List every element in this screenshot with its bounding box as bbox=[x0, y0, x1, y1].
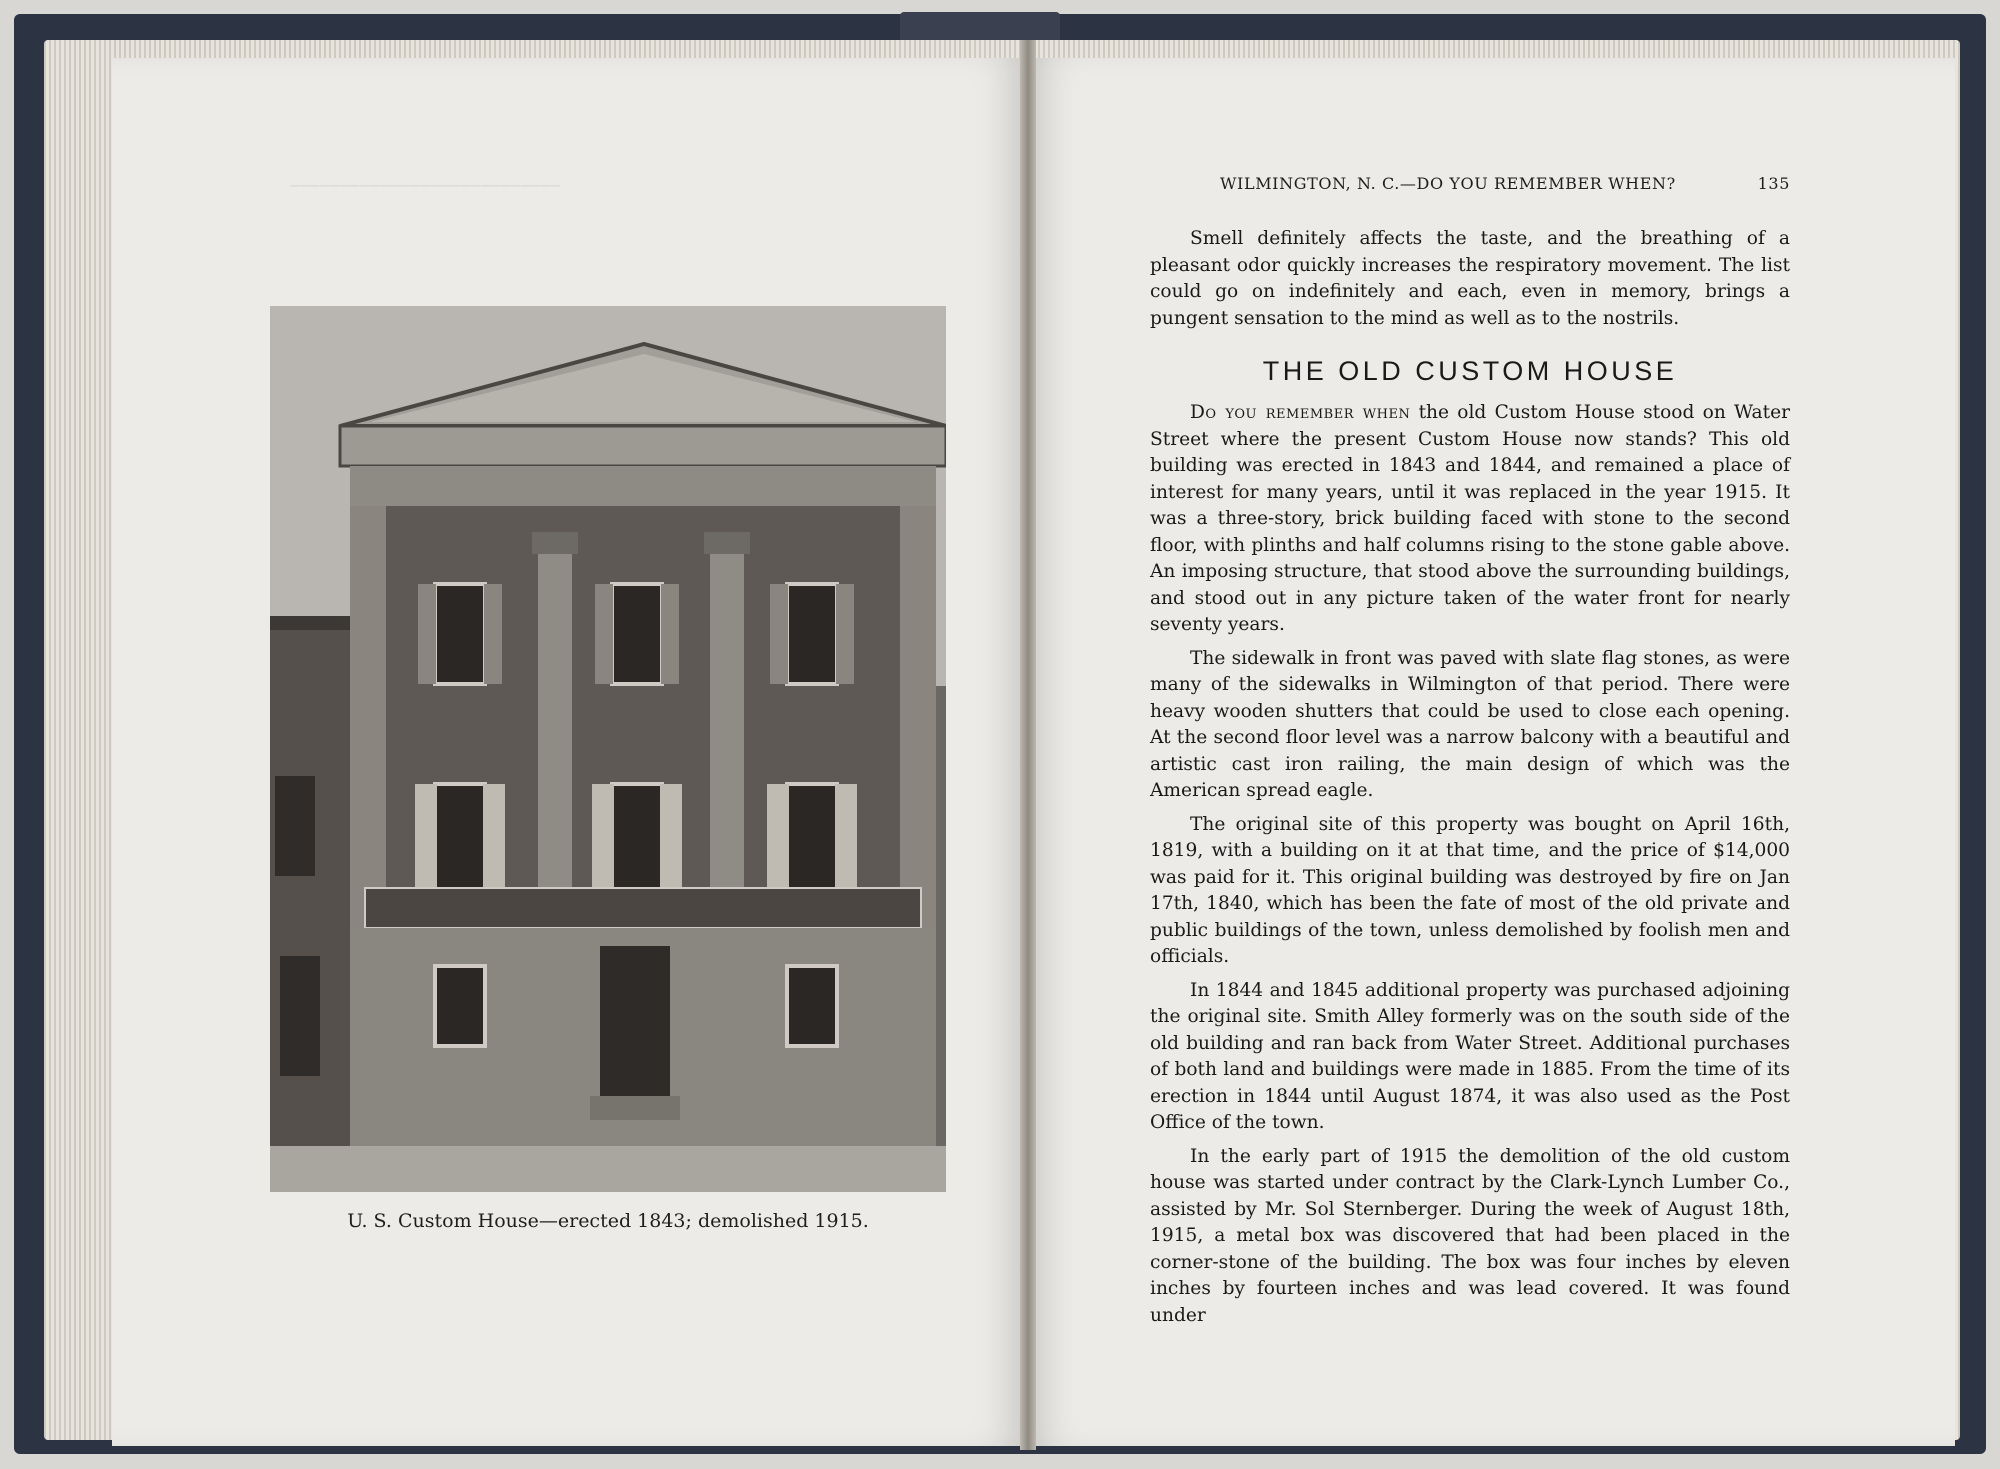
iron-balcony bbox=[365, 888, 921, 928]
intro-text bbox=[1150, 226, 1790, 332]
intro-paragraph: Smell definitely affects the taste, and the breathing of a pleasant odor quickly increases the respiratory movement. The list could go on indefinitely and each, even in memory, brings a pungent sensation to the mind as well as to the nostrils. bbox=[1150, 228, 1790, 329]
book-gutter bbox=[1020, 40, 1036, 1450]
paragraph-1 bbox=[1150, 400, 1790, 639]
paragraph-1-text: the old Custom House stood on Water Street where the present Custom House now stands? This old building was erected in 1843 and 1844, and remained a place of interest for many years, until it was replaced in the year 1915. It was a three-story, brick building faced with stone to the second floor, with plinths and half columns rising to the stone gable above. An imposing structure, that stood above the surrounding buildings, and stood out in any picture taken of the water front for nearly seventy years. bbox=[1150, 402, 1791, 635]
section-title: THE OLD CUSTOM HOUSE bbox=[1262, 356, 1678, 386]
show-through-header: ─────────────────────────── bbox=[290, 177, 561, 195]
column-left bbox=[538, 552, 572, 918]
paragraph-1-lead: Do you remember when bbox=[1190, 402, 1411, 423]
paragraph-2: The sidewalk in front was paved with slate flag stones, as were many of the sidewalks in Wilmington of that period. There were heavy wooden shutters that could be used to close each opening. At the second floor level was a narrow balcony with a beautiful and artistic cast iron railing, the main design of which was the American spread eagle. bbox=[1150, 647, 1790, 801]
building-photograph bbox=[270, 306, 946, 1192]
paragraph-3: The original site of this property was bought on April 16th, 1819, with a building on it at that time, and the price of $14,000 was paid for it. This original building was destroyed by fire on Jan 17th, 1840, which has been the fate of most of the old private and public buildings of the town, unless demolished by foolish men and officials. bbox=[1150, 813, 1790, 967]
running-head-title: WILMINGTON, N. C.—DO YOU REMEMBER WHEN? bbox=[1220, 174, 1676, 193]
sidewalk bbox=[270, 1146, 946, 1192]
photo-caption: U. S. Custom House—erected 1843; demolished 1915. bbox=[347, 1210, 869, 1232]
window bbox=[435, 584, 485, 684]
paragraph-5: In the early part of 1915 the demolition of the old custom house was started under contract by the Clark-Lynch Lumber Co., assisted by Mr. Sol Sternberger. During the week of August 18th, 1915, a metal box was discovered that had been placed in the corner-stone of the building. The box was four inches by eleven inches by fourteen inches and was lead covered. It was found under bbox=[1150, 1145, 1790, 1326]
custom-house-illustration bbox=[270, 306, 946, 1192]
neighbor-building-left bbox=[270, 626, 350, 1156]
body-text bbox=[1150, 400, 1790, 1336]
paragraph-4: In 1844 and 1845 additional property was purchased adjoining the original site. Smith Alley formerly was on the south side of the old building and ran back from Water Street. Additional purchases of both land and buildings were made in 1885. From the time of its erection in 1844 until August 1874, it was also used as the Post Office of the town. bbox=[1150, 979, 1790, 1133]
book-spine-top bbox=[900, 12, 1060, 42]
doorway bbox=[600, 946, 670, 1096]
page-number: 135 bbox=[1757, 174, 1790, 193]
entablature bbox=[340, 426, 946, 466]
column-right bbox=[710, 552, 744, 918]
